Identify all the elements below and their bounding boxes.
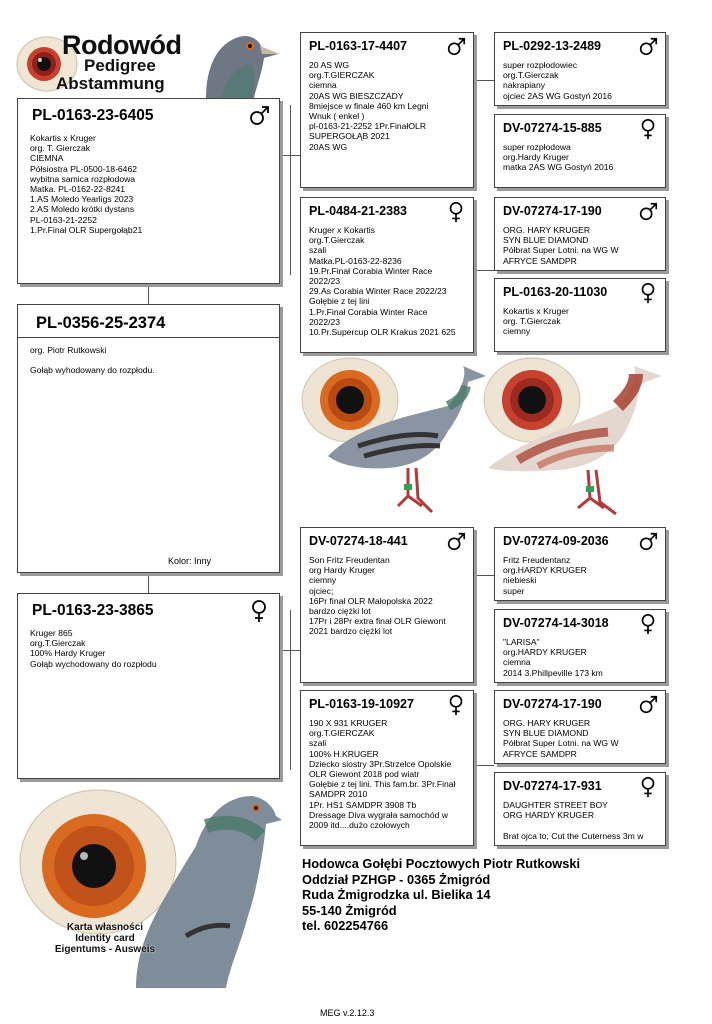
connector-line <box>290 610 291 770</box>
bird-description: DAUGHTER STREET BOY ORG HARDY KRUGER Brat ojca to; Cut the Cuterness 3m w <box>503 800 644 841</box>
great-grandparent-card-5[interactable] <box>494 527 666 601</box>
bird-description: 20 AS WG org.T.GIERCZAK ciemna 20AS WG BIESZCZADY 8miejsce w finale 460 km Legni Wnuk ( enkel ) pl-0163-21-2252 1Pr.FinałOLR SUPERGOŁĄB 2021 20AS WG <box>309 60 429 152</box>
grandparent-card-3[interactable] <box>300 527 474 683</box>
connector-line <box>474 575 494 576</box>
bird-description: super rozpłodowa org.Hardy Kruger matka 2AS WG Gostyń 2016 <box>503 142 614 173</box>
great-grandparent-card-3[interactable] <box>494 197 666 271</box>
bird-description: Kokartis x Kruger org. T. Gierczak CIEMNA Półsiostra PL-0500-18-6462 wybitna samica rozpłodowa Matka. PL-0162-22-8241 1.AS Moledo Yearligs 2023 2.AS Moledo krótki dystans PL-0163-21-2252 1.Pr.Finał OLR Supergołąb21 <box>30 133 143 235</box>
breeder-branch: Oddział PZHGP - 0365 Żmigród <box>302 871 491 887</box>
mother-card[interactable] <box>17 593 280 779</box>
connector-line <box>474 765 494 766</box>
identity-card-label-pl: Karta własności <box>66 922 144 933</box>
female-icon <box>445 694 467 716</box>
female-icon <box>637 118 659 140</box>
great-grandparent-card-4[interactable] <box>494 278 666 352</box>
male-icon <box>637 694 659 716</box>
bird-description: super rozpłodowiec org.T.Gierczak nakrapiany ojciec 2AS WG Gostyń 2016 <box>503 60 612 101</box>
great-grandparent-card-7[interactable] <box>494 690 666 764</box>
ring-number: DV-07274-15-885 <box>503 121 602 135</box>
connector-line <box>148 284 149 304</box>
female-icon <box>637 776 659 798</box>
male-icon <box>247 104 271 128</box>
bird-description: Kokartis x Kruger org. T.Gierczak ciemny <box>503 306 569 337</box>
great-grandparent-card-6[interactable] <box>494 609 666 683</box>
pigeon-head-logo <box>196 28 282 98</box>
bird-description: "LARISA" org.HARDY KRUGER ciemna 2014 3.Phillpeville 173 km <box>503 637 603 678</box>
female-icon <box>637 282 659 304</box>
female-icon <box>637 613 659 635</box>
bird-description: Son Fritz Freudentan org Hardy Kruger ciemny ojciec; 16Pr finał OLR Małopolska 2022 bardzo ciężki lot 17Pr i 28Pr extra finał OLR Giewont 2021 bardzo ciężki lot <box>309 555 446 637</box>
male-icon <box>637 36 659 58</box>
bird-description: ORG. HARY KRUGER SYN BLUE DIAMOND Półbrat Super Lotni. na WG W AFRYCE SAMDPR <box>503 225 619 266</box>
great-grandparent-card-2[interactable] <box>494 114 666 188</box>
breeder-street: Ruda Żmigrodzka ul. Bielika 14 <box>302 887 491 902</box>
great-grandparent-card-8[interactable] <box>494 772 666 846</box>
ring-number: DV-07274-17-190 <box>503 204 602 218</box>
bird-description: 190 X 931 KRUGER org.T.GIERCZAK szali 100% H.KRUGER Dziecko siostry 3Pr.Strzelce Opolskie OLR Giewont 2018 pod wiatr Gołębie z tej lini. This fam.br. 3Pr.Finał SAMDPR 2010 1Pr. HS1 SAMDPR 3908 Tb Dressage Diva wygrała samochód w 2009 itd....dużo czołowych <box>309 718 456 831</box>
ring-number: DV-07274-14-3018 <box>503 616 609 630</box>
ring-number: DV-07274-18-441 <box>309 534 408 548</box>
connector-line <box>474 270 494 271</box>
software-version: MEG v.2.12.3 <box>320 1008 375 1018</box>
male-icon <box>637 531 659 553</box>
ring-number: PL-0163-23-3865 <box>32 602 154 619</box>
ring-number: DV-07274-17-190 <box>503 697 602 711</box>
ring-number: PL-0163-20-11030 <box>503 285 608 299</box>
color-label: Kolor: Inny <box>168 556 212 566</box>
father-card[interactable] <box>17 98 280 284</box>
bird-description: ORG. HARY KRUGER SYN BLUE DIAMOND Półbrat Super Lotni. na WG W AFRYCE SAMDPR <box>503 718 619 759</box>
mother-pigeon-photo <box>478 356 668 526</box>
breeder-info <box>302 856 580 934</box>
bird-description: org. Piotr Rutkowski Gołąb wyhodowany do rozpłodu. <box>30 345 155 376</box>
identity-card-label <box>40 922 170 955</box>
male-icon <box>445 36 467 58</box>
bird-description: Kruger 865 org.T.Gierczak 100% Hardy Kruger Gołąb wychodowany do rozpłodu <box>30 628 157 669</box>
grandparent-card-4[interactable] <box>300 690 474 846</box>
ring-number: PL-0163-19-10927 <box>309 697 414 711</box>
ring-number: PL-0356-25-2374 <box>36 314 166 332</box>
connector-line <box>290 105 291 275</box>
identity-card-label-en: Identity card <box>75 933 135 944</box>
male-icon <box>637 201 659 223</box>
male-icon <box>445 531 467 553</box>
father-pigeon-photo <box>298 356 488 526</box>
breeder-city: 55-140 Żmigród <box>302 902 397 918</box>
female-icon <box>445 201 467 223</box>
ring-number: PL-0163-17-4407 <box>309 39 407 53</box>
breeder-name: Hodowca Gołębi Pocztowych Piotr Rutkowski <box>302 856 581 871</box>
identity-card-pigeon-photo <box>16 786 284 988</box>
bird-description: Fritz Freudentanz org.HARDY KRUGER niebieski super <box>503 555 587 596</box>
great-grandparent-card-1[interactable] <box>494 32 666 106</box>
connector-line <box>148 573 149 593</box>
title-pedigree-pl: Rodowód <box>62 30 182 60</box>
ring-number: PL-0292-13-2489 <box>503 39 601 53</box>
ring-number: DV-07274-09-2036 <box>503 534 609 548</box>
divider <box>18 337 279 338</box>
bird-description: Kruger x Kokartis org.T.Gierczak szali Matka.PL-0163-22-8236 19.Pr.Finał Corabia Winter Race 2022/23 29.As Corabia Winter Race 2022/23 Gołębie z tej lini 1.Pr.Finał Corabia Winter Race 2022/23 10.Pr.Supercup OLR Krakus 2021 625 <box>309 225 456 338</box>
grandparent-card-2[interactable] <box>300 197 474 353</box>
identity-card-label-de: Eigentums - Ausweis <box>54 944 156 955</box>
breeder-phone: tel. 602254766 <box>302 918 389 933</box>
ring-number: PL-0484-21-2383 <box>309 204 407 218</box>
connector-line <box>474 80 494 81</box>
ring-number: PL-0163-23-6405 <box>32 107 154 124</box>
female-icon <box>247 599 271 623</box>
main-bird-card[interactable] <box>17 304 280 573</box>
title-pedigree-en: Pedigree <box>84 56 156 75</box>
grandparent-card-1[interactable] <box>300 32 474 188</box>
title-pedigree-de: Abstammung <box>56 74 165 93</box>
ring-number: DV-07274-17-931 <box>503 779 602 793</box>
